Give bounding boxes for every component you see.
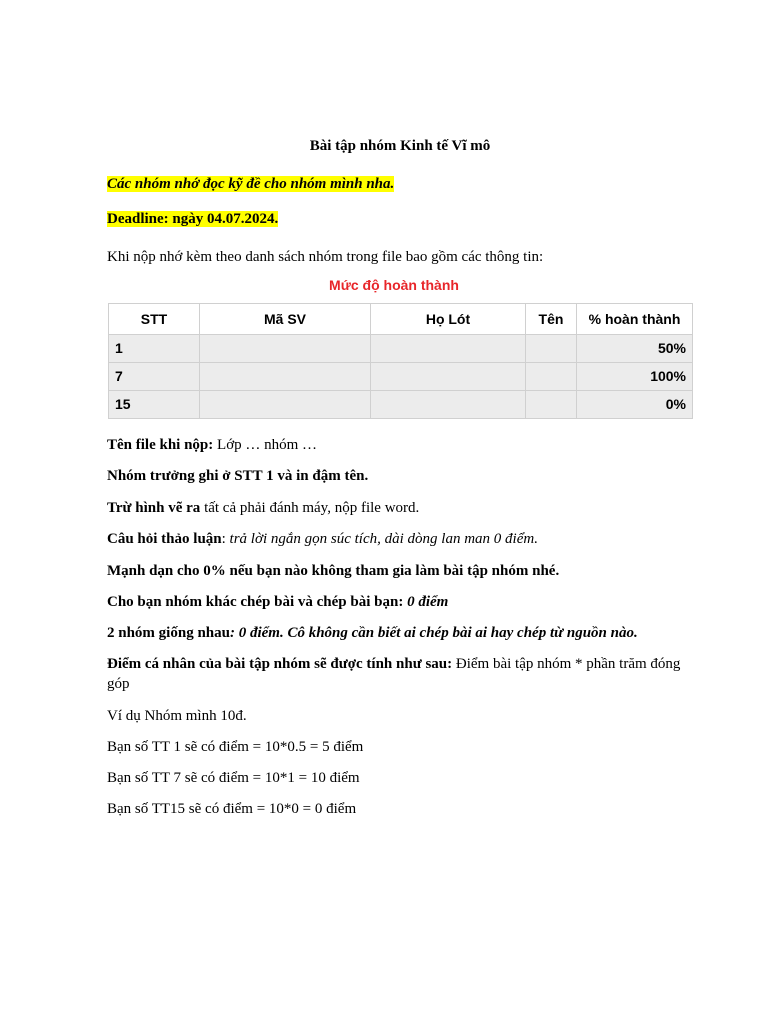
cell-stt: 7	[109, 363, 200, 391]
cell-stt: 15	[109, 391, 200, 419]
score-label: Điểm cá nhân của bài tập nhóm sẽ được tính như sau:	[107, 656, 453, 672]
table-row	[109, 335, 693, 363]
cell-ho-lot	[371, 363, 526, 391]
cell-ho-lot	[371, 335, 526, 363]
table-row	[109, 391, 693, 419]
cell-ma-sv	[200, 363, 371, 391]
cell-stt: 1	[109, 335, 200, 363]
cell-ten	[526, 335, 577, 363]
example-line: Bạn số TT 7 sẽ có điểm = 10*1 = 10 điểm	[107, 770, 360, 786]
cell-percent: 50%	[577, 335, 693, 363]
copy-rule	[107, 593, 697, 613]
leader-rule: Nhóm trưởng ghi ở STT 1 và in đậm tên.	[107, 468, 369, 484]
example-intro: Ví dụ Nhóm mình 10đ.	[107, 708, 247, 724]
cell-ho-lot	[371, 391, 526, 419]
discussion-rule	[107, 530, 697, 550]
typing-rule	[107, 499, 697, 519]
discussion-label: Câu hỏi thảo luận	[107, 531, 222, 547]
cell-percent: 0%	[577, 391, 693, 419]
cell-ten	[526, 391, 577, 419]
cell-ma-sv	[200, 391, 371, 419]
example-line: Bạn số TT15 sẽ có điểm = 10*0 = 0 điểm	[107, 801, 357, 817]
document-title: Bài tập nhóm Kinh tế Vĩ mô	[309, 138, 491, 154]
discussion-value: trả lời ngắn gọn súc tích, dài dòng lan man 0 điểm.	[229, 531, 538, 547]
deadline-text: Deadline: ngày 04.07.2024.	[107, 211, 279, 227]
filename-value: Lớp … nhóm …	[213, 437, 318, 453]
cell-ma-sv	[200, 335, 371, 363]
header-ho-lot: Họ Lót	[371, 304, 526, 335]
typing-value: tất cả phải đánh máy, nộp file word.	[200, 500, 420, 516]
example-line: Bạn số TT 1 sẽ có điểm = 10*0.5 = 5 điểm	[107, 739, 364, 755]
table-header-row	[109, 304, 693, 335]
header-stt: STT	[109, 304, 200, 335]
score-rule	[107, 655, 702, 694]
intro-text: Khi nộp nhớ kèm theo danh sách nhóm trong file bao gồm các thông tin:	[107, 249, 544, 265]
copy-label: Cho bạn nhóm khác chép bài và chép bài bạn:	[107, 594, 408, 610]
table-row	[109, 363, 693, 391]
cell-ten	[526, 363, 577, 391]
discussion-colon: :	[221, 531, 230, 547]
typing-label: Trừ hình vẽ ra	[107, 500, 201, 516]
cell-percent: 100%	[577, 363, 693, 391]
same-value: : 0 điểm. Cô không cần biết ai chép bài ai hay chép từ nguồn nào.	[229, 625, 638, 641]
header-ma-sv: Mã SV	[200, 304, 371, 335]
zero-percent-rule: Mạnh dạn cho 0% nếu bạn nào không tham gia làm bài tập nhóm nhé.	[107, 563, 560, 579]
filename-label: Tên file khi nộp:	[107, 437, 214, 453]
note-line	[107, 175, 697, 195]
filename-rule	[107, 436, 697, 456]
same-rule	[107, 624, 697, 644]
highlighted-note: Các nhóm nhớ đọc kỹ đề cho nhóm mình nha.	[107, 176, 395, 192]
header-ten: Tên	[526, 304, 577, 335]
score-value: Điểm bài tập nhóm * phần trăm đóng góp	[107, 656, 681, 692]
completion-table	[108, 303, 693, 419]
header-percent: % hoàn thành	[577, 304, 693, 335]
copy-value: 0 điểm	[407, 594, 449, 610]
same-label: 2 nhóm giống nhau	[107, 625, 230, 641]
table-caption: Mức độ hoàn thành	[329, 277, 459, 293]
deadline-line	[107, 210, 697, 230]
